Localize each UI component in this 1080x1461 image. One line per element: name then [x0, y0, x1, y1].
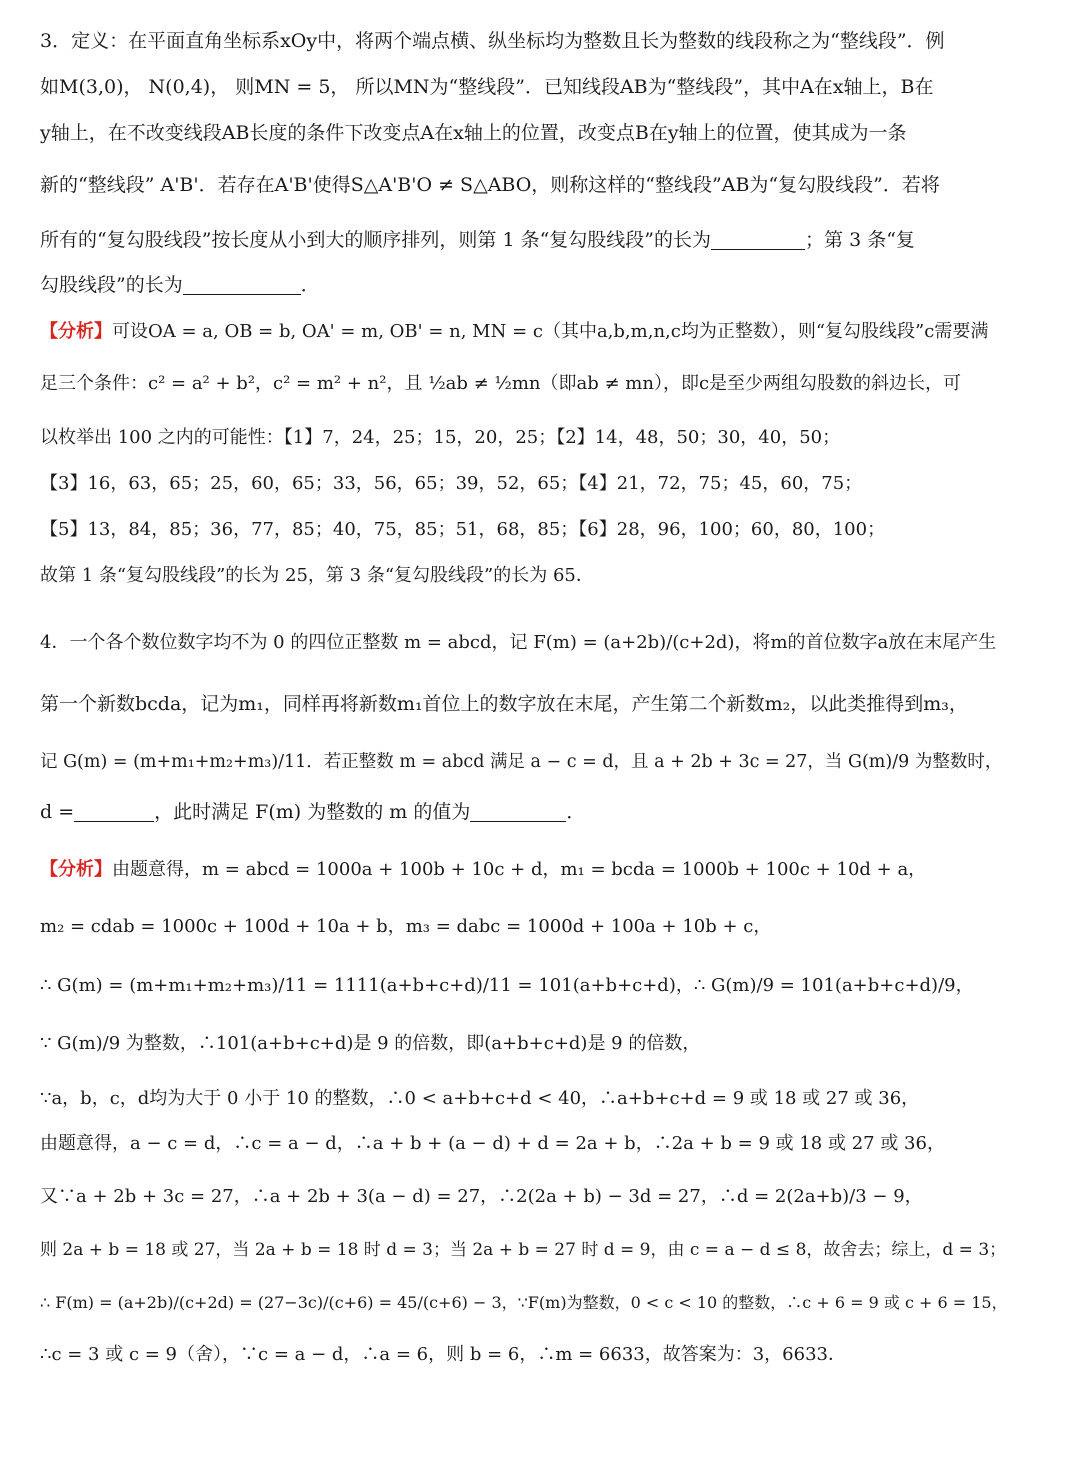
q4-line-4-text: ，此时满足 F(m) 为整数的 m 的值为 [154, 801, 471, 823]
a4-line-2: m₂ = cdab = 1000c + 100d + 10a + b，m₃ = dabc = 1000d + 100a + 10b + c， [40, 916, 772, 937]
q3-line-6-tail: ． [300, 274, 320, 296]
a4-line-1-text: 由题意得，m = abcd = 1000a + 100b + 10c + d，m₁ = bcda = 1000b + 100c + 10d + a， [112, 859, 927, 880]
q3-line-3: y轴上，在不改变线段AB长度的条件下改变点A在x轴上的位置，改变点B在y轴上的位置，使其成为一条 [40, 122, 907, 144]
a4-line-6: 由题意得，a − c = d，∴c = a − d，∴a + b + (a − d) + d = 2a + b，∴2a + b = 9 或 18 或 27 或 36， [40, 1133, 945, 1154]
q3-line-6 [40, 271, 1022, 299]
answer-blank-2[interactable] [183, 274, 301, 295]
a4-line-3: ∴ G(m) = (m+m₁+m₂+m₃)/11 = 1111(a+b+c+d)/11 = 101(a+b+c+d)，∴ G(m)/9 = 101(a+b+c+d)/9， [40, 975, 974, 996]
a4-line-5: ∵a，b，c，d均为大于 0 小于 10 的整数，∴0 < a+b+c+d < 40，∴a+b+c+d = 9 或 18 或 27 或 36， [40, 1088, 920, 1109]
q3-line-5-text: 所有的“复勾股线段”按长度从小到大的顺序排列，则第 1 条“复勾股线段”的长为 [40, 229, 712, 251]
a3-line-1 [40, 318, 1022, 346]
analysis-tag: 【分析】 [40, 321, 112, 342]
a4-line-8: 则 2a + b = 18 或 27，当 2a + b = 18 时 d = 3；当 2a + b = 27 时 d = 9，由 c = a − d ≤ 8，故舍去；综上，d = 3； [40, 1240, 1007, 1260]
a3-line-5: 【5】13，84，85；36，77，85；40，75，85；51，68，85；【6】28，96，100；60，80，100； [40, 519, 886, 540]
q4-line-2: 第一个新数bcda，记为m₁，同样再将新数m₁首位上的数字放在末尾，产生第二个新数m₂，以此类推得到m₃， [40, 693, 968, 715]
a3-line-2: 足三个条件：c² = a² + b²，c² = m² + n²，且 ½ab ≠ ½mn（即ab ≠ mn），即c是至少两组勾股数的斜边长，可 [40, 373, 962, 394]
q3-line-2: 如M(3,0)， N(0,4)， 则MN = 5， 所以MN为“整线段”．已知线段AB为“整线段”，其中A在x轴上，B在 [40, 76, 934, 98]
answer-blank-4[interactable] [470, 801, 566, 822]
a4-line-4: ∵ G(m)/9 为整数，∴101(a+b+c+d)是 9 的倍数，即(a+b+c+d)是 9 的倍数， [40, 1033, 701, 1054]
q4-line-3: 记 G(m) = (m+m₁+m₂+m₃)/11．若正整数 m = abcd 满足 a − c = d，且 a + 2b + 3c = 27，当 G(m)/9 为整数时， [40, 752, 1003, 772]
q3-line-6-text: 勾股线段”的长为 [40, 274, 183, 296]
q4-line-4 [40, 798, 1022, 826]
q4-line-1: 4．一个各个数位数字均不为 0 的四位正整数 m = abcd，记 F(m) = (a+2b)/(c+2d)，将m的首位数字a放在末尾产生 [40, 632, 997, 653]
q4-line-4-tail: ． [566, 801, 586, 823]
answer-blank-1[interactable] [711, 229, 805, 250]
a3-line-6: 故第 1 条“复勾股线段”的长为 25，第 3 条“复勾股线段”的长为 65． [40, 565, 594, 586]
a4-line-9: ∴ F(m) = (a+2b)/(c+2d) = (27−3c)/(c+6) = 45/(c+6) − 3，∵F(m)为整数，0 < c < 10 的整数，∴c + 6 = 9 或 c + 6 = 15， [40, 1293, 1008, 1312]
q3-line-4: 新的“整线段” A'B'．若存在A'B'使得S△A'B'O ≠ S△ABO，则称这样的“整线段”AB为“复勾股线段”．若将 [40, 174, 940, 196]
answer-blank-3[interactable] [74, 801, 154, 822]
q3-line-5 [40, 226, 1022, 254]
q4-line-4-d: d = [40, 801, 75, 823]
q3-line-5-tail: ；第 3 条“复 [805, 229, 915, 251]
a3-line-3: 以枚举出 100 之内的可能性：【1】7，24，25；15，20，25；【2】14，48，50；30，40，50； [40, 427, 841, 448]
q3-line-1: 3．定义：在平面直角坐标系xOy中，将两个端点横、纵坐标均为整数且长为整数的线段称之为“整线段”．例 [40, 30, 945, 52]
a4-line-1 [40, 856, 1022, 884]
a4-line-7: 又∵a + 2b + 3c = 27，∴a + 2b + 3(a − d) = 27，∴2(2a + b) − 3d = 27，∴d = 2(2a+b)/3 − 9， [40, 1186, 923, 1207]
a4-line-10: ∴c = 3 或 c = 9（舍），∵c = a − d，∴a = 6，则 b = 6，∴m = 6633，故答案为：3，6633． [40, 1344, 846, 1365]
a3-line-4: 【3】16，63，65；25，60，65；33，56，65；39，52，65；【4】21，72，75；45，60，75； [40, 473, 863, 494]
analysis-tag: 【分析】 [40, 859, 112, 880]
a3-line-1-text: 可设OA = a, OB = b, OA' = m, OB' = n, MN = c（其中a,b,m,n,c均为正整数），则“复勾股线段”c需要满 [112, 321, 989, 342]
